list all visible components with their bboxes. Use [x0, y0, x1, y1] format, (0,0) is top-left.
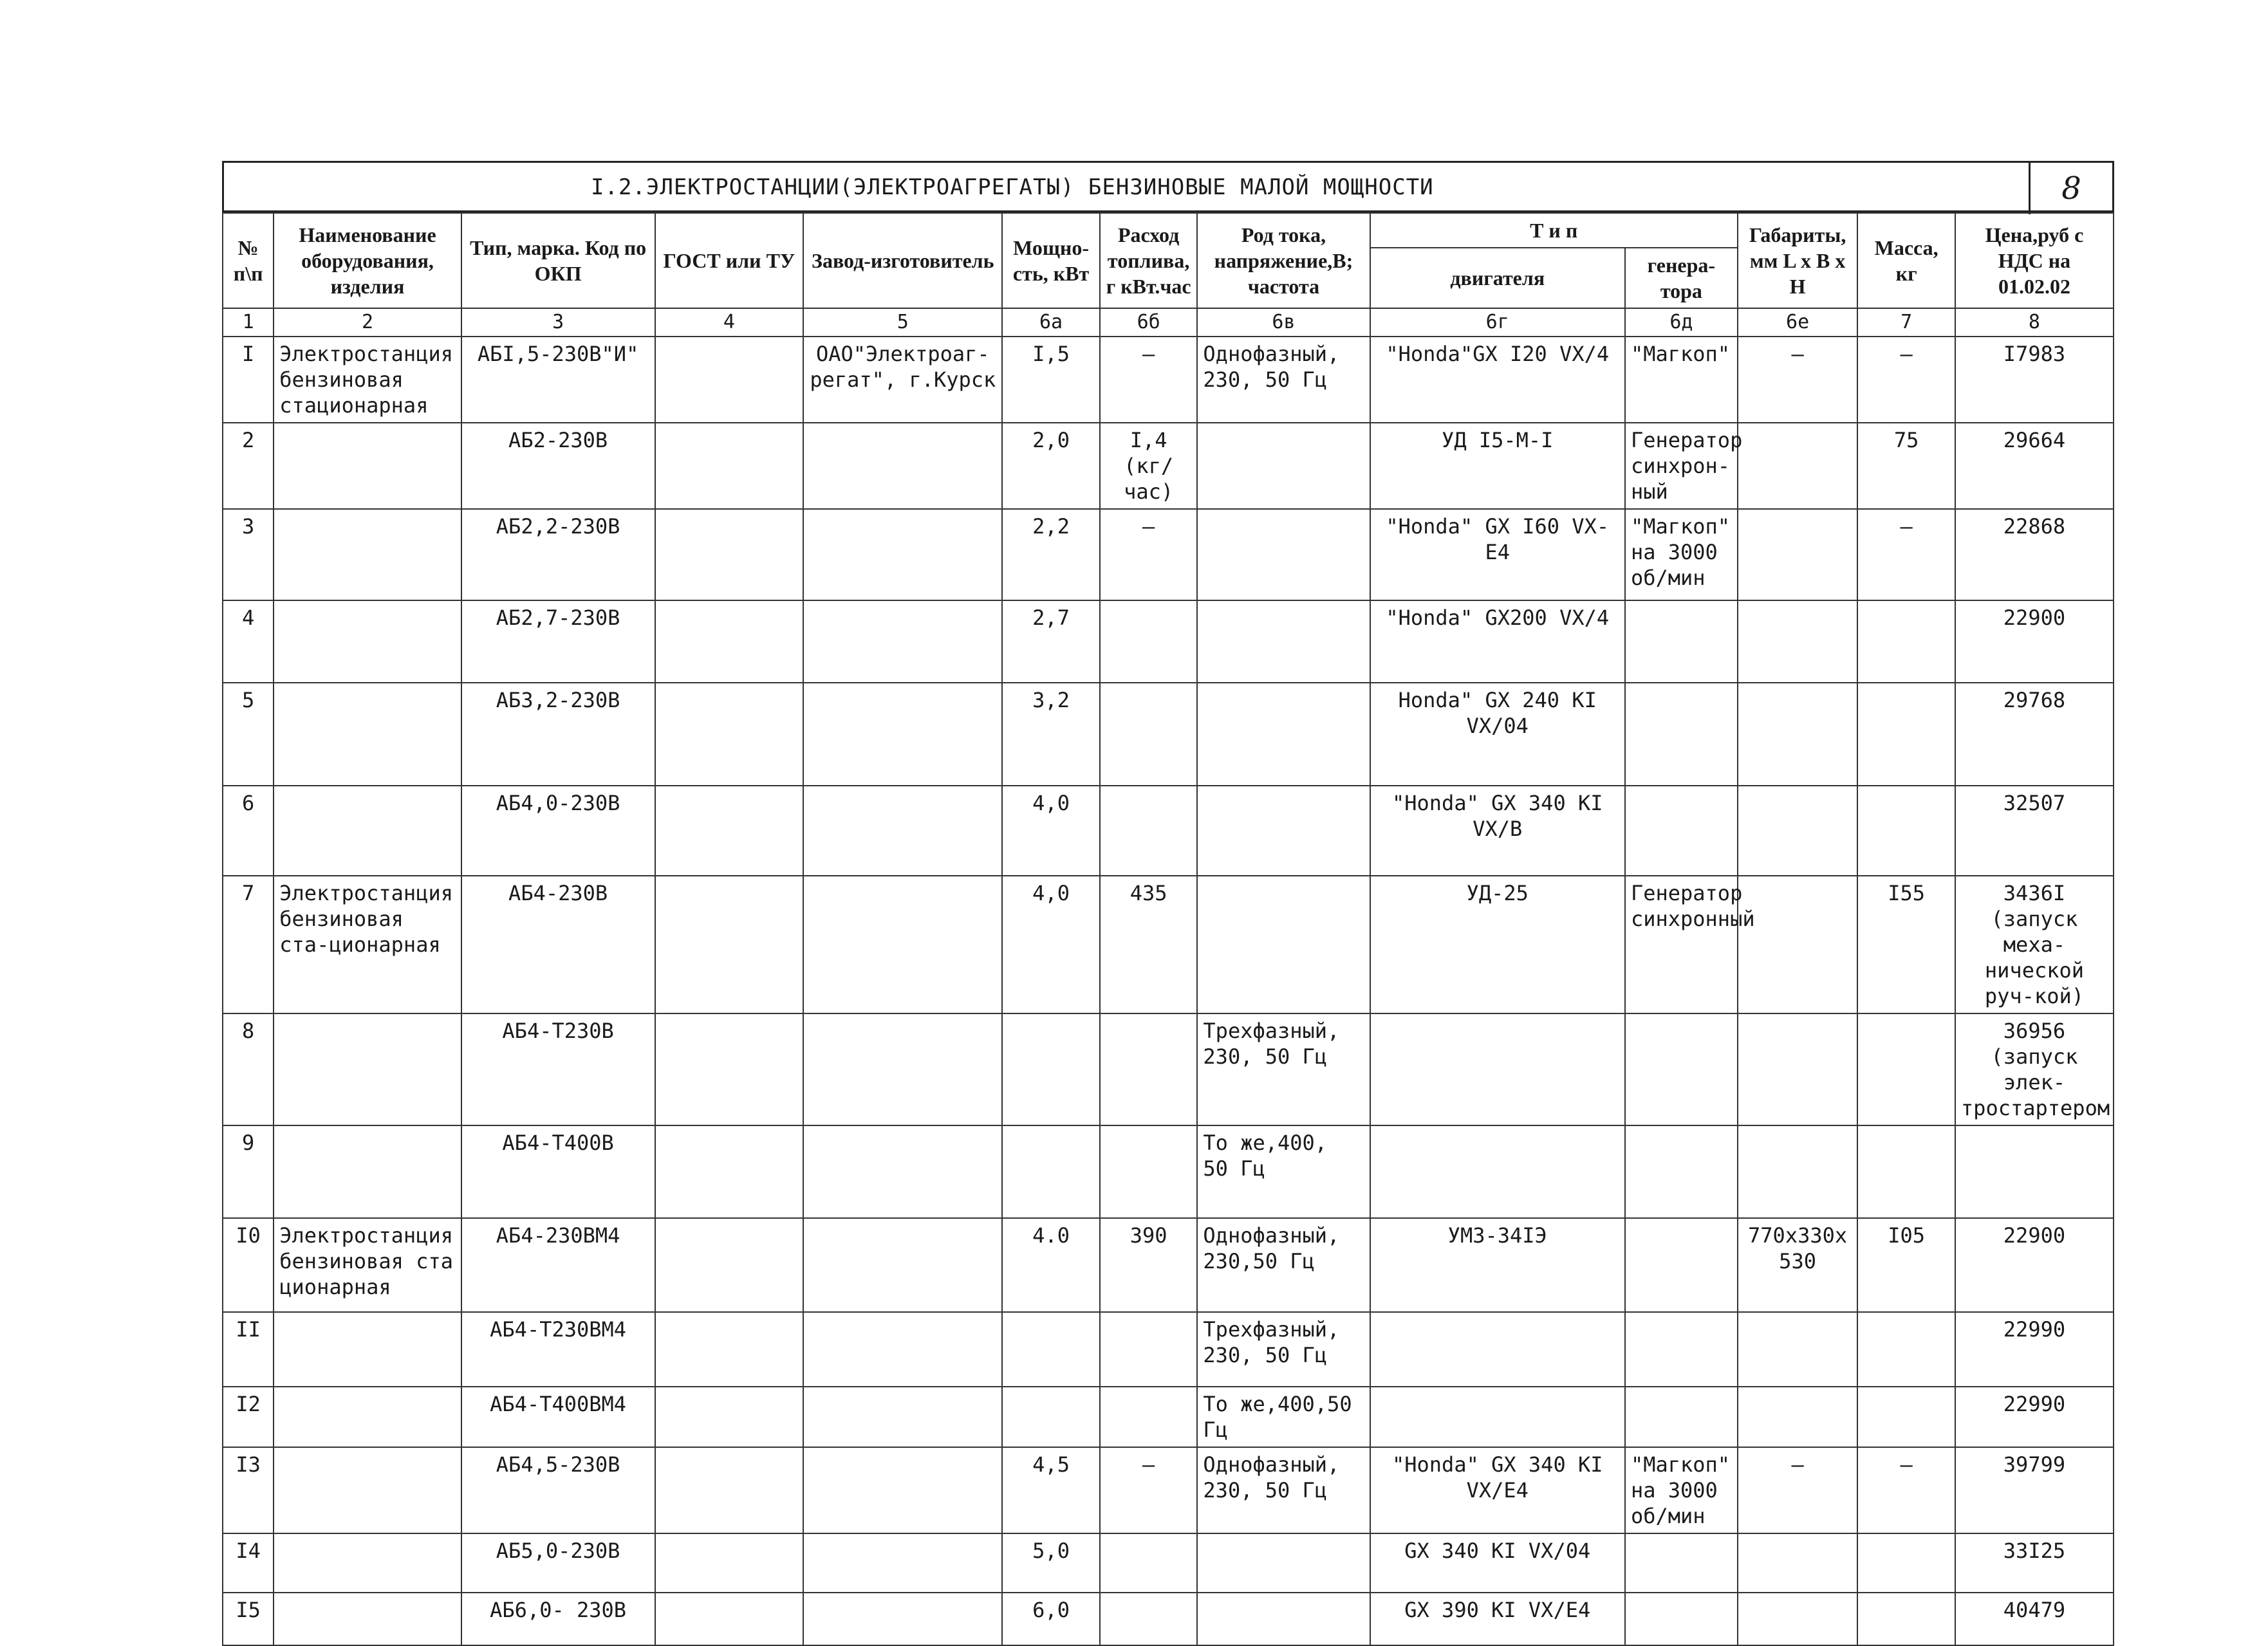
price-cell: 22900 — [1955, 1218, 2114, 1312]
current-cell: Трехфазный, 230, 50 Гц — [1197, 1013, 1370, 1125]
gost-cell — [655, 1533, 804, 1593]
type-mark: АБ2-230В — [461, 423, 655, 509]
price-cell — [1955, 1125, 2114, 1218]
header-type: Тип, марка. Код по ОКП — [461, 213, 655, 308]
mass-cell — [1857, 1312, 1955, 1387]
engine-cell — [1370, 1387, 1625, 1447]
dimensions-cell — [1738, 786, 1858, 876]
generator-cell — [1625, 1593, 1738, 1645]
mass-cell — [1857, 683, 1955, 786]
maker-cell — [803, 1447, 1002, 1533]
table-row — [223, 786, 2114, 876]
price-cell: 40479 — [1955, 1593, 2114, 1645]
maker-cell — [803, 509, 1002, 600]
dimensions-cell — [1738, 683, 1858, 786]
equipment-name — [274, 1125, 461, 1218]
fuel-consumption-cell — [1100, 786, 1198, 876]
header-mass: Масса, кг — [1857, 213, 1955, 308]
title-bar — [222, 161, 2114, 212]
gost-cell — [655, 876, 804, 1013]
colnum-cell: 4 — [655, 308, 804, 337]
document-sheet — [222, 161, 2114, 1622]
price-cell: 39799 — [1955, 1447, 2114, 1533]
colnum-cell: 3 — [461, 308, 655, 337]
power-cell: 5,0 — [1002, 1533, 1100, 1593]
type-mark: АБ3,2-230В — [461, 683, 655, 786]
fuel-consumption-cell — [1100, 1312, 1198, 1387]
current-cell — [1197, 509, 1370, 600]
generator-cell — [1625, 1533, 1738, 1593]
price-cell: 29664 — [1955, 423, 2114, 509]
mass-cell — [1857, 600, 1955, 683]
type-mark: АБ4-230В — [461, 876, 655, 1013]
row-number: I4 — [223, 1533, 274, 1593]
type-mark: АБI,5-230В"И" — [461, 337, 655, 423]
mass-cell: I05 — [1857, 1218, 1955, 1312]
table-row — [223, 1312, 2114, 1387]
engine-cell: GX 390 KI VX/E4 — [1370, 1593, 1625, 1645]
mass-cell — [1857, 1387, 1955, 1447]
price-cell: 33I25 — [1955, 1533, 2114, 1593]
fuel-consumption-cell — [1100, 600, 1198, 683]
gost-cell — [655, 1387, 804, 1447]
generator-cell: "Магкоп" на 3000 об/мин — [1625, 1447, 1738, 1533]
table-row — [223, 1218, 2114, 1312]
maker-cell — [803, 600, 1002, 683]
header-fuel: Расход топлива, г кВт.час — [1100, 213, 1198, 308]
colnum-cell: 6д — [1625, 308, 1738, 337]
engine-cell: УД I5-М-I — [1370, 423, 1625, 509]
fuel-consumption-cell: 435 — [1100, 876, 1198, 1013]
equipment-name — [274, 683, 461, 786]
equipment-name — [274, 1013, 461, 1125]
colnum-cell: 5 — [803, 308, 1002, 337]
table-row — [223, 1125, 2114, 1218]
type-mark: АБ4,0-230В — [461, 786, 655, 876]
engine-cell: "Honda" GX 340 KI VX/E4 — [1370, 1447, 1625, 1533]
row-number: 7 — [223, 876, 274, 1013]
engine-cell: УД-25 — [1370, 876, 1625, 1013]
table-title: I.2.ЭЛЕКТРОСТАНЦИИ(ЭЛЕКТРОАГРЕГАТЫ) БЕНЗИНОВЫЕ МАЛОЙ МОЩНОСТИ — [591, 174, 1434, 200]
type-mark: АБ4-Т400ВМ4 — [461, 1387, 655, 1447]
type-mark: АБ4-Т230В — [461, 1013, 655, 1125]
fuel-consumption-cell — [1100, 1387, 1198, 1447]
equipment-table — [222, 212, 2114, 1646]
current-cell: Однофазный, 230, 50 Гц — [1197, 337, 1370, 423]
header-current: Род тока, напряжение,В; частота — [1197, 213, 1370, 308]
colnum-cell: 6б — [1100, 308, 1198, 337]
gost-cell — [655, 1218, 804, 1312]
row-number: I — [223, 337, 274, 423]
mass-cell: I55 — [1857, 876, 1955, 1013]
gost-cell — [655, 423, 804, 509]
type-mark: АБ5,0-230В — [461, 1533, 655, 1593]
dimensions-cell — [1738, 876, 1858, 1013]
dimensions-cell — [1738, 509, 1858, 600]
generator-cell: Генератор синхрон-ный — [1625, 423, 1738, 509]
price-cell: 22868 — [1955, 509, 2114, 600]
maker-cell — [803, 1533, 1002, 1593]
power-cell: 4,5 — [1002, 1447, 1100, 1533]
price-cell: I7983 — [1955, 337, 2114, 423]
maker-cell — [803, 1013, 1002, 1125]
engine-cell: "Honda" GX 340 KI VX/B — [1370, 786, 1625, 876]
equipment-name: Электростанция бензиновая стационарная — [274, 337, 461, 423]
table-row — [223, 600, 2114, 683]
current-cell — [1197, 876, 1370, 1013]
type-mark: АБ2,2-230В — [461, 509, 655, 600]
maker-cell — [803, 423, 1002, 509]
gost-cell — [655, 1312, 804, 1387]
type-mark: АБ4-Т400В — [461, 1125, 655, 1218]
mass-cell: – — [1857, 509, 1955, 600]
type-mark: АБ2,7-230В — [461, 600, 655, 683]
row-number: 9 — [223, 1125, 274, 1218]
power-cell — [1002, 1312, 1100, 1387]
generator-cell: "Магкоп" на 3000 об/мин — [1625, 509, 1738, 600]
engine-cell: GX 340 KI VX/04 — [1370, 1533, 1625, 1593]
power-cell: 6,0 — [1002, 1593, 1100, 1645]
maker-cell — [803, 683, 1002, 786]
mass-cell — [1857, 1125, 1955, 1218]
row-number: I0 — [223, 1218, 274, 1312]
header-maker: Завод-изготовитель — [803, 213, 1002, 308]
maker-cell — [803, 876, 1002, 1013]
generator-cell — [1625, 1013, 1738, 1125]
maker-cell — [803, 1218, 1002, 1312]
price-cell: 36956 (запуск элек-тростартером — [1955, 1013, 2114, 1125]
colnum-cell: 6е — [1738, 308, 1858, 337]
header-dims: Габариты, мм L x B x H — [1738, 213, 1858, 308]
row-number: 3 — [223, 509, 274, 600]
header-engine: двигателя — [1370, 248, 1625, 308]
gost-cell — [655, 1593, 804, 1645]
table-body — [223, 337, 2114, 1645]
dimensions-cell — [1738, 1387, 1858, 1447]
gost-cell — [655, 683, 804, 786]
fuel-consumption-cell: – — [1100, 337, 1198, 423]
engine-cell: УМЗ-34IЭ — [1370, 1218, 1625, 1312]
row-number: 8 — [223, 1013, 274, 1125]
gost-cell — [655, 1447, 804, 1533]
equipment-name — [274, 423, 461, 509]
engine-cell: "Honda" GX I60 VX-E4 — [1370, 509, 1625, 600]
gost-cell — [655, 786, 804, 876]
engine-cell: "Honda" GX200 VX/4 — [1370, 600, 1625, 683]
gost-cell — [655, 1013, 804, 1125]
header-row — [223, 213, 2114, 248]
maker-cell — [803, 1125, 1002, 1218]
power-cell: 2,7 — [1002, 600, 1100, 683]
power-cell: 2,0 — [1002, 423, 1100, 509]
power-cell: 4.0 — [1002, 1218, 1100, 1312]
row-number: I2 — [223, 1387, 274, 1447]
gost-cell — [655, 509, 804, 600]
row-number: I3 — [223, 1447, 274, 1533]
equipment-name — [274, 1593, 461, 1645]
header-name: Наименование оборудования, изделия — [274, 213, 461, 308]
colnum-cell: 6в — [1197, 308, 1370, 337]
mass-cell — [1857, 786, 1955, 876]
fuel-consumption-cell: – — [1100, 509, 1198, 600]
equipment-name — [274, 1447, 461, 1533]
dimensions-cell — [1738, 1013, 1858, 1125]
current-cell: Однофазный, 230, 50 Гц — [1197, 1447, 1370, 1533]
generator-cell — [1625, 1387, 1738, 1447]
dimensions-cell — [1738, 1593, 1858, 1645]
mass-cell: – — [1857, 1447, 1955, 1533]
dimensions-cell — [1738, 423, 1858, 509]
dimensions-cell — [1738, 1312, 1858, 1387]
generator-cell — [1625, 1125, 1738, 1218]
power-cell: I,5 — [1002, 337, 1100, 423]
power-cell: 4,0 — [1002, 876, 1100, 1013]
power-cell: 2,2 — [1002, 509, 1100, 600]
maker-cell — [803, 1312, 1002, 1387]
price-cell: 22990 — [1955, 1387, 2114, 1447]
fuel-consumption-cell: 390 — [1100, 1218, 1198, 1312]
header-price: Цена,руб с НДС на 01.02.02 — [1955, 213, 2114, 308]
price-cell: 29768 — [1955, 683, 2114, 786]
table-row — [223, 876, 2114, 1013]
table-row — [223, 1387, 2114, 1447]
engine-cell — [1370, 1013, 1625, 1125]
row-number: I5 — [223, 1593, 274, 1645]
gost-cell — [655, 1125, 804, 1218]
current-cell — [1197, 600, 1370, 683]
maker-cell — [803, 1593, 1002, 1645]
power-cell: 3,2 — [1002, 683, 1100, 786]
generator-cell — [1625, 786, 1738, 876]
fuel-consumption-cell — [1100, 683, 1198, 786]
dimensions-cell: 770х330х 530 — [1738, 1218, 1858, 1312]
engine-cell — [1370, 1125, 1625, 1218]
table-row — [223, 1447, 2114, 1533]
table-row — [223, 1593, 2114, 1645]
table-row — [223, 1533, 2114, 1593]
dimensions-cell — [1738, 1533, 1858, 1593]
equipment-name: Электростанция бензиновая ста-ционарная — [274, 876, 461, 1013]
equipment-name — [274, 1312, 461, 1387]
power-cell — [1002, 1387, 1100, 1447]
current-cell — [1197, 1533, 1370, 1593]
generator-cell: Генератор синхронный — [1625, 876, 1738, 1013]
header-gost: ГОСТ или ТУ — [655, 213, 804, 308]
type-mark: АБ6,0- 230В — [461, 1593, 655, 1645]
fuel-consumption-cell — [1100, 1533, 1198, 1593]
dimensions-cell — [1738, 600, 1858, 683]
generator-cell — [1625, 1312, 1738, 1387]
power-cell — [1002, 1013, 1100, 1125]
equipment-name — [274, 1387, 461, 1447]
engine-cell — [1370, 1312, 1625, 1387]
colnum-cell: 6а — [1002, 308, 1100, 337]
dimensions-cell — [1738, 1125, 1858, 1218]
equipment-name — [274, 600, 461, 683]
equipment-name — [274, 786, 461, 876]
current-cell — [1197, 683, 1370, 786]
table-row — [223, 423, 2114, 509]
header-num: № п\п — [223, 213, 274, 308]
mass-cell: – — [1857, 337, 1955, 423]
generator-cell — [1625, 683, 1738, 786]
row-number: 5 — [223, 683, 274, 786]
mass-cell: 75 — [1857, 423, 1955, 509]
power-cell — [1002, 1125, 1100, 1218]
current-cell — [1197, 1593, 1370, 1645]
current-cell: То же,400,50 Гц — [1197, 1387, 1370, 1447]
mass-cell — [1857, 1533, 1955, 1593]
mass-cell — [1857, 1593, 1955, 1645]
generator-cell — [1625, 1218, 1738, 1312]
price-cell: 22900 — [1955, 600, 2114, 683]
table-row — [223, 1013, 2114, 1125]
maker-cell — [803, 1387, 1002, 1447]
power-cell: 4,0 — [1002, 786, 1100, 876]
generator-cell: "Магкоп" — [1625, 337, 1738, 423]
equipment-name — [274, 1533, 461, 1593]
type-mark: АБ4-230ВМ4 — [461, 1218, 655, 1312]
row-number: 6 — [223, 786, 274, 876]
column-number-row — [223, 308, 2114, 337]
fuel-consumption-cell: I,4 (кг/час) — [1100, 423, 1198, 509]
gost-cell — [655, 337, 804, 423]
colnum-cell: 1 — [223, 308, 274, 337]
gost-cell — [655, 600, 804, 683]
price-cell: 22990 — [1955, 1312, 2114, 1387]
maker-cell — [803, 786, 1002, 876]
generator-cell — [1625, 600, 1738, 683]
colnum-cell: 2 — [274, 308, 461, 337]
type-mark: АБ4,5-230В — [461, 1447, 655, 1533]
row-number: 4 — [223, 600, 274, 683]
header-type-group: Т и п — [1370, 213, 1738, 248]
fuel-consumption-cell — [1100, 1125, 1198, 1218]
fuel-consumption-cell: – — [1100, 1447, 1198, 1533]
current-cell: То же,400, 50 Гц — [1197, 1125, 1370, 1218]
table-row — [223, 683, 2114, 786]
dimensions-cell: – — [1738, 337, 1858, 423]
equipment-name — [274, 509, 461, 600]
row-number: 2 — [223, 423, 274, 509]
page-number: 8 — [2029, 163, 2112, 214]
engine-cell: "Honda"GX I20 VX/4 — [1370, 337, 1625, 423]
header-power: Мощно-сть, кВт — [1002, 213, 1100, 308]
colnum-cell: 7 — [1857, 308, 1955, 337]
current-cell — [1197, 423, 1370, 509]
price-cell: 32507 — [1955, 786, 2114, 876]
table-row — [223, 509, 2114, 600]
current-cell: Однофазный, 230,50 Гц — [1197, 1218, 1370, 1312]
current-cell: Трехфазный, 230, 50 Гц — [1197, 1312, 1370, 1387]
dimensions-cell: – — [1738, 1447, 1858, 1533]
maker-cell: ОАО"Электроаг-регат", г.Курск — [803, 337, 1002, 423]
mass-cell — [1857, 1013, 1955, 1125]
price-cell: 3436I (запуск меха-нической руч-кой) — [1955, 876, 2114, 1013]
colnum-cell: 6г — [1370, 308, 1625, 337]
type-mark: АБ4-Т230ВМ4 — [461, 1312, 655, 1387]
current-cell — [1197, 786, 1370, 876]
fuel-consumption-cell — [1100, 1593, 1198, 1645]
header-generator: генера-тора — [1625, 248, 1738, 308]
colnum-cell: 8 — [1955, 308, 2114, 337]
row-number: II — [223, 1312, 274, 1387]
equipment-name: Электростанция бензиновая ста ционарная — [274, 1218, 461, 1312]
engine-cell: Honda" GX 240 KI VX/04 — [1370, 683, 1625, 786]
table-row — [223, 337, 2114, 423]
fuel-consumption-cell — [1100, 1013, 1198, 1125]
